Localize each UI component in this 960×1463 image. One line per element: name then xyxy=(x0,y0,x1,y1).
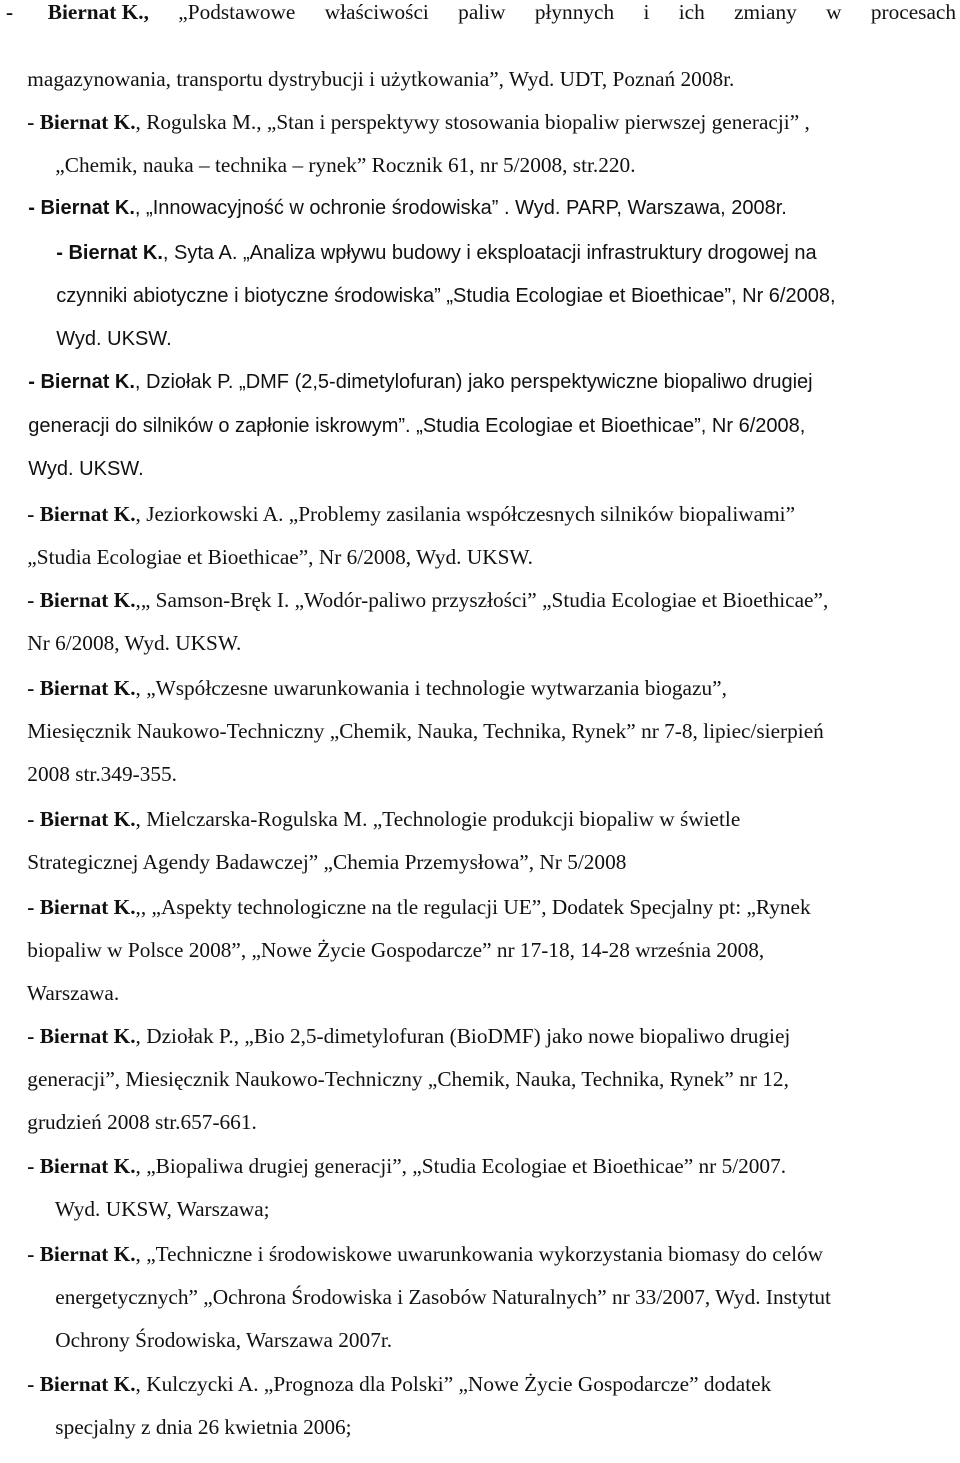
entry-text: , „Techniczne i środowiskowe uwarunkowania wykorzystania biomasy do celów xyxy=(135,1242,824,1266)
entry-text: , Syta A. „Analiza wpływu budowy i eksploatacji infrastruktury drogowej na xyxy=(162,242,817,264)
entry-text: energetycznych” „Ochrona Środowiska i Zasobów Naturalnych” nr 33/2007, Wyd. Instytut xyxy=(55,1285,831,1309)
entry-text: „Chemik, nauka – technika – rynek” Rocznik 61, nr 5/2008, str.220. xyxy=(55,153,636,177)
entry-text: płynnych xyxy=(534,0,615,24)
entry-author: - Biernat K. xyxy=(27,895,136,919)
entry-author: - Biernat K. xyxy=(27,502,136,526)
entry-text: Warszawa. xyxy=(26,981,120,1005)
entry-author: - Biernat K. xyxy=(27,588,136,612)
entry-text: Wyd. UKSW, Warszawa; xyxy=(54,1197,270,1221)
entry-text: ,„ Samson-Bręk I. „Wodór-paliwo przyszłości” „Studia Ecologiae et Bioethicae”, xyxy=(135,588,829,612)
entry-text: w xyxy=(826,0,842,24)
entry-text: procesach xyxy=(870,0,956,24)
entry-author: Biernat K., xyxy=(47,0,149,24)
entry-text: , „Innowacyjność w ochronie środowiska” . Wyd. PARP, Warszawa, 2008r. xyxy=(134,197,787,219)
entry-text: Ochrony Środowiska, Warszawa 2007r. xyxy=(55,1328,393,1352)
entry-text: generacji”, Miesięcznik Naukowo-Techniczny „Chemik, Nauka, Technika, Rynek” nr 12, xyxy=(27,1067,789,1091)
entry-author: - Biernat K. xyxy=(56,242,163,264)
entry-author: - Biernat K. xyxy=(27,807,136,831)
entry-text: „Podstawowe xyxy=(178,0,296,24)
entry-author: - Biernat K. xyxy=(28,197,135,219)
entry-line xyxy=(6,914,764,986)
entry-author: - Biernat K. xyxy=(28,371,135,393)
entry-text: grudzień 2008 str.657-661. xyxy=(27,1110,257,1134)
entry-author: - Biernat K. xyxy=(27,1154,136,1178)
entry-author: - Biernat K. xyxy=(27,1024,136,1048)
entry-text: ,, „Aspekty technologiczne na tle regulacji UE”, Dodatek Specjalny pt: „Rynek xyxy=(135,895,811,919)
entry-text: Strategicznej Agendy Badawczej” „Chemia Przemysłowa”, Nr 5/2008 xyxy=(27,850,627,874)
entry-author: - Biernat K. xyxy=(27,1242,136,1266)
entry-text: , „Biopaliwa drugiej generacji”, „Studia Ecologiae et Bioethicae” nr 5/2007. xyxy=(135,1154,787,1178)
entry-text: , Rogulska M., „Stan i perspektywy stosowania biopaliw pierwszej generacji” , xyxy=(135,110,810,134)
entry-text: magazynowania, transportu dystrybucji i użytkowania”, Wyd. UDT, Poznań 2008r. xyxy=(27,67,735,91)
entry-text: , Mielczarska-Rogulska M. „Technologie produkcji biopaliw w świetle xyxy=(135,807,741,831)
entry-text: Wyd. UKSW. xyxy=(28,458,144,480)
entry-text: paliw xyxy=(458,0,506,24)
entry-text: czynniki abiotyczne i biotyczne środowiska” „Studia Ecologiae et Bioethicae”, Nr 6/2008, xyxy=(56,285,836,307)
entry-text: „Studia Ecologiae et Bioethicae”, Nr 6/2008, Wyd. UKSW. xyxy=(27,545,533,569)
entry-text: ich xyxy=(678,0,705,24)
entry-text: , „Współczesne uwarunkowania i technologie wytwarzania biogazu”, xyxy=(135,676,727,700)
entry-text: właściwości xyxy=(324,0,429,24)
entry-text: , Jeziorkowski A. „Problemy zasilania współczesnych silników biopaliwami” xyxy=(135,502,796,526)
entry-text: Miesięcznik Naukowo-Techniczny „Chemik, Nauka, Technika, Rynek” nr 7-8, lipiec/sierpień xyxy=(27,719,824,743)
entry-text: Wyd. UKSW. xyxy=(56,328,172,350)
entry-author: - Biernat K. xyxy=(27,676,136,700)
entry-text: , Kulczycki A. „Prognoza dla Polski” „Nowe Życie Gospodarcze” dodatek xyxy=(135,1372,772,1396)
entry-text: biopaliw w Polsce 2008”, „Nowe Życie Gospodarcze” nr 17-18, 14-28 września 2008, xyxy=(27,938,765,962)
entry-text: , Dziołak P., „Bio 2,5-dimetylofuran (BioDMF) jako nowe biopaliwo drugiej xyxy=(135,1024,791,1048)
entry-text: generacji do silników o zapłonie iskrowym”. „Studia Ecologiae et Bioethicae”, Nr 6/2008, xyxy=(28,415,806,437)
entry-text: i xyxy=(643,0,650,24)
entry-text: zmiany xyxy=(734,0,797,24)
entry-text: specjalny z dnia 26 kwietnia 2006; xyxy=(55,1415,352,1439)
entry-line xyxy=(6,0,956,24)
entry-bullet: - xyxy=(6,0,19,24)
entry-author: - Biernat K. xyxy=(27,1372,136,1396)
entry-text: , Dziołak P. „DMF (2,5-dimetylofuran) jako perspektywiczne biopaliwo drugiej xyxy=(134,371,813,393)
entry-text: 2008 str.349-355. xyxy=(27,762,177,786)
entry-text: Nr 6/2008, Wyd. UKSW. xyxy=(27,631,242,655)
entry-line xyxy=(34,1391,352,1463)
entry-author: - Biernat K. xyxy=(27,110,136,134)
